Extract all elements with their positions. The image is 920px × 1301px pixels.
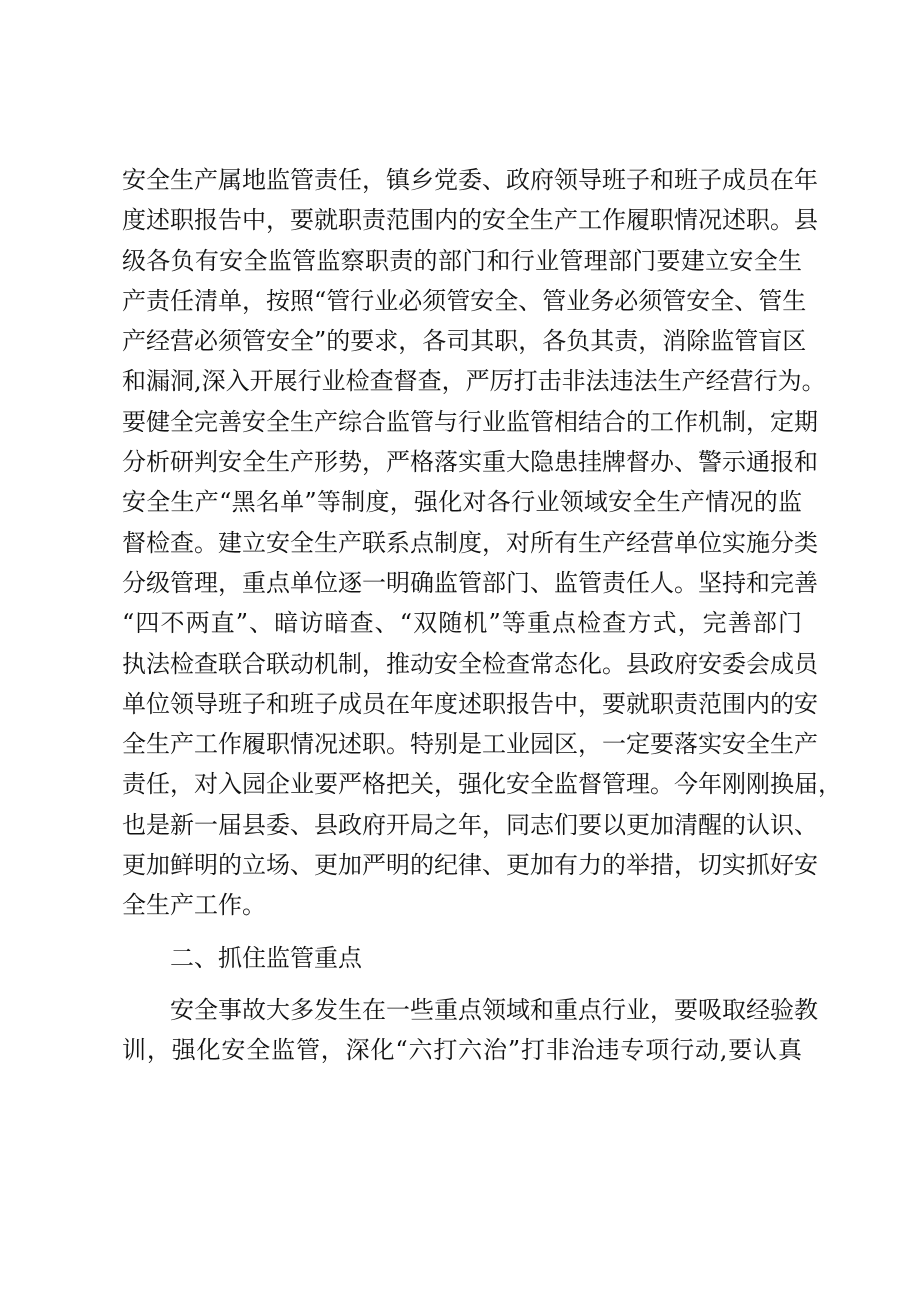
text-line: 安全生产属地监管责任，镇乡党委、政府领导班子和班子成员在年: [122, 166, 818, 194]
text-line: 也是新一届县委、县政府开局之年，同志们要以更加清醒的认识、: [122, 810, 818, 839]
text-line: 产经营必须管安全”的要求，各司其职，各负其责，消除监管盲区: [122, 327, 807, 356]
text-line: 全生产工作履职情况述职。特别是工业园区，一定要落实安全生产: [122, 730, 818, 759]
text-line: 训，强化安全监管，深化“六打六治”打非治违专项行动,要认真: [122, 1036, 802, 1065]
text-line: 执法检查联合联动机制，推动安全检查常态化。县政府安委会成员: [122, 649, 818, 678]
text-line: 单位领导班子和班子成员在年度述职报告中，要就职责范围内的安: [122, 689, 818, 718]
text-line: 分级管理，重点单位逐一明确监管部门、监管责任人。坚持和完善: [122, 568, 818, 597]
section-heading-text: 二、抓住监管重点: [170, 943, 362, 972]
text-line: “四不两直”、暗访暗查、“双随机”等重点检查方式，完善部门: [122, 609, 802, 638]
text-line: 和漏洞,深入开展行业检查督查，严厉打击非法违法生产经营行为。: [122, 367, 826, 396]
text-line: 更加鲜明的立场、更加严明的纪律、更加有力的举措，切实抓好安: [122, 851, 818, 880]
paragraph: [122, 160, 842, 926]
text-line: 产责任清单，按照“管行业必须管安全、管业务必须管安全、管生: [122, 286, 807, 315]
text-line: 要健全完善安全生产综合监管与行业监管相结合的工作机制，定期: [122, 407, 818, 436]
text-line: 安全事故大多发生在一些重点领域和重点行业，要吸取经验教: [170, 995, 818, 1024]
text-line: 安全生产“黑名单”等制度，强化对各行业领域安全生产情况的监: [122, 488, 802, 517]
text-line: 分析研判安全生产形势，严格落实重大隐患挂牌督办、警示通报和: [122, 448, 818, 477]
text-line: 全生产工作。: [122, 891, 266, 920]
document-body: [122, 160, 842, 1071]
text-line: 责任，对入园企业要严格把关，强化安全监督管理。今年刚刚换届，: [122, 770, 842, 799]
section-heading: [122, 938, 802, 978]
text-line: 督检查。建立安全生产联系点制度，对所有生产经营单位实施分类: [122, 528, 818, 557]
text-line: 度述职报告中，要就职责范围内的安全生产工作履职情况述职。县: [122, 206, 818, 235]
text-line: 级各负有安全监管监察职责的部门和行业管理部门要建立安全生: [122, 246, 802, 275]
paragraph: [122, 990, 818, 1071]
